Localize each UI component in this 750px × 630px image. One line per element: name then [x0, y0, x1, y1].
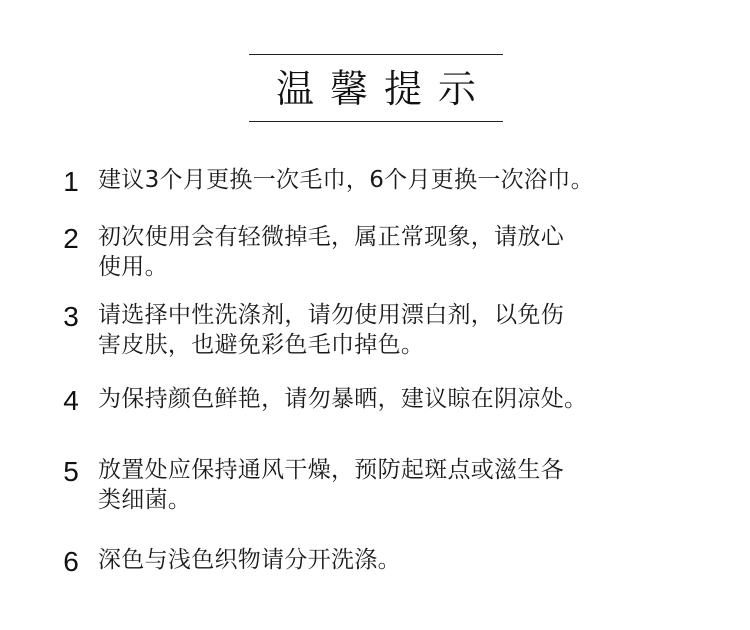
tip-number: 5 [63, 456, 79, 487]
page-title: 温馨提示 [275, 67, 492, 111]
title-divider-top [249, 54, 503, 55]
tip-number: 6 [63, 546, 79, 577]
tip-number: 3 [63, 301, 79, 332]
tip-number: 4 [63, 385, 79, 416]
tip-number: 1 [63, 166, 79, 197]
title-block [249, 54, 503, 122]
tip-text: 深色与浅色织物请分开洗涤。 [98, 547, 401, 573]
tip-text: 为保持颜色鲜艳，请勿暴晒，建议晾在阴凉处。 [98, 386, 588, 412]
tip-number: 2 [63, 223, 79, 254]
tip-text: 请选择中性洗涤剂，请勿使用漂白剂，以免伤 害皮肤，也避免彩色毛巾掉色。 [98, 302, 564, 358]
tip-text: 放置处应保持通风干燥，预防起斑点或滋生各 类细菌。 [98, 457, 564, 513]
tip-text: 初次使用会有轻微掉毛，属正常现象，请放心 使用。 [98, 224, 564, 280]
title-divider-bottom [249, 121, 503, 122]
tip-text: 建议3个月更换一次毛巾，6个月更换一次浴巾。 [98, 167, 594, 193]
